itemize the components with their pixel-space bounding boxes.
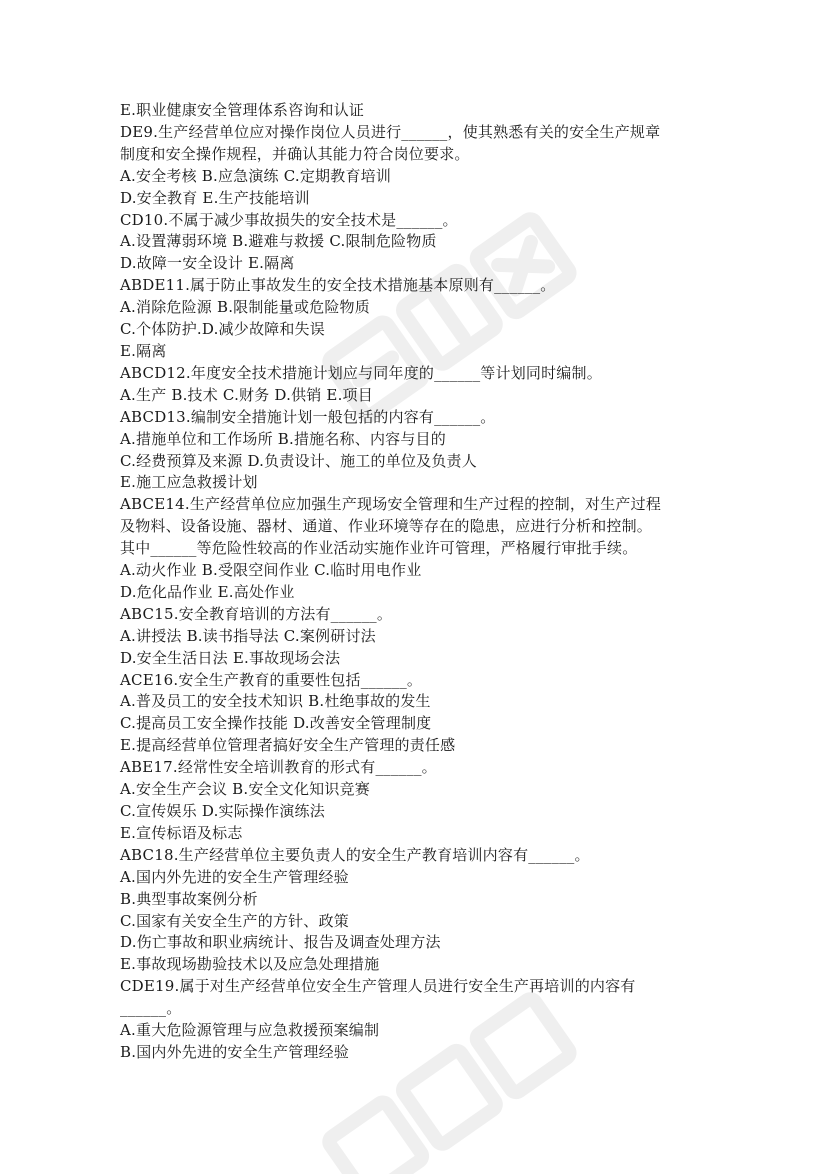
options-line: A.措施单位和工作场所 B.措施名称、内容与目的 — [120, 429, 446, 448]
options-line: B.典型事故案例分析 — [120, 889, 258, 908]
question-line: ABC18.生产经营单位主要负责人的安全生产教育培训内容有______。 — [120, 845, 590, 864]
question-line: ABDE11.属于防止事故发生的安全技术措施基本原则有______。 — [120, 276, 556, 295]
question-line: ABC15.安全教育培训的方法有______。 — [120, 604, 393, 623]
options-line: E.提高经营单位管理者搞好安全生产管理的责任感 — [120, 736, 456, 755]
text-line: 及物料、设备设施、器材、通道、作业环境等存在的隐患，应进行分析和控制。 — [120, 517, 653, 536]
question-line: ABE17.经常性安全培训教育的形式有______。 — [120, 758, 437, 777]
options-line: C.提高员工安全操作技能 D.改善安全管理制度 — [120, 714, 432, 733]
question-line: DE9.生产经营单位应对操作岗位人员进行______，使其熟悉有关的安全生产规章 — [120, 122, 661, 141]
question-line: ABCD12.年度安全技术措施计划应与同年度的______等计划同时编制。 — [120, 363, 602, 382]
options-line: A.动火作业 B.受限空间作业 C.临时用电作业 — [120, 561, 422, 580]
options-line: A.普及员工的安全技术知识 B.杜绝事故的发生 — [120, 692, 431, 711]
options-line: E.事故现场勘验技术以及应急处理措施 — [120, 955, 380, 974]
options-line: A.设置薄弱环境 B.避难与救援 C.限制危险物质 — [120, 232, 437, 251]
text-line: ______。 — [120, 999, 182, 1018]
options-line: E.隔离 — [120, 341, 167, 360]
options-line: C.国家有关安全生产的方针、政策 — [120, 911, 349, 930]
options-line: C.个体防护.D.减少故障和失误 — [120, 320, 325, 339]
options-line: A.国内外先进的安全生产管理经验 — [120, 867, 349, 886]
options-line: C.宣传娱乐 D.实际操作演练法 — [120, 802, 325, 820]
text-line: E.职业健康安全管理体系咨询和认证 — [120, 101, 365, 119]
options-line: A.重大危险源管理与应急救援预案编制 — [120, 1021, 380, 1040]
options-line: A.消除危险源 B.限制能量或危险物质 — [120, 298, 370, 317]
options-line: D.危化品作业 E.高处作业 — [120, 582, 295, 601]
options-line: D.安全教育 E.生产技能培训 — [120, 188, 310, 207]
document-body — [120, 100, 720, 1064]
options-line: B.国内外先进的安全生产管理经验 — [120, 1042, 349, 1061]
question-line: ABCE14.生产经营单位应加强生产现场安全管理和生产过程的控制，对生产过程 — [120, 495, 662, 514]
question-line: CDE19.属于对生产经营单位安全生产管理人员进行安全生产再培训的内容有 — [120, 977, 636, 996]
options-line: A.讲授法 B.读书指导法 C.案例研讨法 — [120, 626, 376, 645]
text-line: 其中______等危险性较高的作业活动实施作业许可管理，严格履行审批手续。 — [120, 539, 638, 558]
options-line: A.安全考核 B.应急演练 C.定期教育培训 — [120, 166, 392, 185]
options-line: D.故障一安全设计 E.隔离 — [120, 254, 295, 273]
question-line: ABCD13.编制安全措施计划一般包括的内容有______。 — [120, 407, 496, 426]
text-line: 制度和安全操作规程，并确认其能力符合岗位要求。 — [120, 144, 470, 163]
options-line: A.安全生产会议 B.安全文化知识竞赛 — [120, 780, 370, 799]
options-line: A.生产 B.技术 C.财务 D.供销 E.项目 — [120, 385, 373, 404]
options-line: E.施工应急救援计划 — [120, 473, 258, 492]
options-line: C.经费预算及来源 D.负责设计、施工的单位及负责人 — [120, 451, 477, 470]
options-line: D.安全生活日法 E.事故现场会法 — [120, 648, 341, 667]
options-line: E.宣传标语及标志 — [120, 823, 243, 842]
options-line: D.伤亡事故和职业病统计、报告及调查处理方法 — [120, 933, 441, 952]
question-line: ACE16.安全生产教育的重要性包括______。 — [120, 670, 423, 689]
question-line: CD10.不属于减少事故损失的安全技术是______。 — [120, 210, 458, 229]
